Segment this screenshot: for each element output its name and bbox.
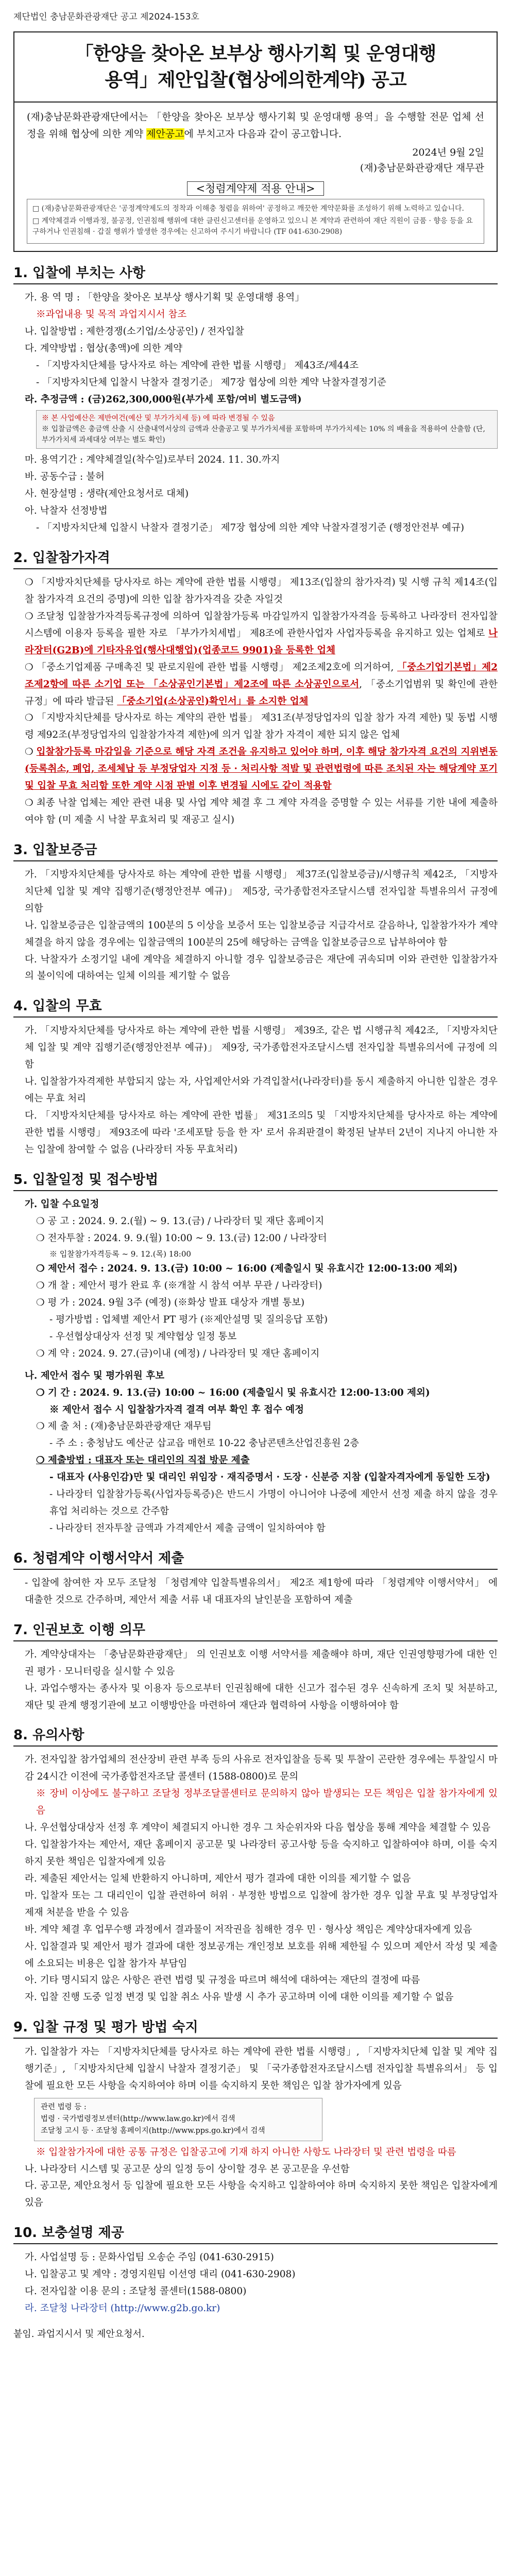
section-10-title: 10. 보충설명 제공 [13, 2222, 498, 2244]
schedule-note: ※ 입찰참가자격등록 ~ 9. 12.(목) 18:00 [49, 1249, 191, 1259]
list-item: - 「지방자치단체 입찰시 낙찰자 결정기준」 제7장 협상에 의한 계약 낙찰자결정기준 (행정안전부 예규) [36, 522, 465, 534]
list-item: 가. 「지방자치단체를 당사자로 하는 계약에 관한 법률 시행령」 제37조(입찰보증금)/시행규칙 제42조, 「지방자치단체 입찰 및 계약 집행기준(행정안전부 예규)」 제5장, 국가종합전자조달시스템 전자입찰 특별유의서 규정에 의함 [25, 869, 498, 914]
submission-item: - 주 소 : 충청남도 예산군 삽교읍 매헌로 10-22 충남콘텐츠산업진흥원 2층 [49, 1438, 360, 1449]
integrity-p2: □ 계약체결과 이행과정, 불공정, 인권침해 행위에 대한 클린신고센터를 운영하고 있으니 본 계약과 관련하여 재단 직원이 금품 · 향응 등을 요구하거나 인권침해 · 갑질 행위가 발생한 경우에는 신고하여 주시기 바랍니다 (TF 041-630-2908) [32, 216, 473, 236]
list-item: 가. 용 역 명 : 「한양을 찾아온 보부상 행사기획 및 운영대행 용역」 [25, 292, 304, 303]
list-item: 라. 제출된 제안서는 일체 반환하지 아니하며, 제안서 평가 결과에 대한 이의를 제기할 수 없음 [25, 1873, 411, 1884]
schedule-item: ❍ 계 약 : 2024. 9. 27.(금)이내 (예정) / 나라장터 및 재단 홈페이지 [36, 1348, 320, 1359]
schedule-item: - 우선협상대상자 선정 및 계약협상 일정 통보 [49, 1331, 237, 1342]
intro-paragraph [27, 109, 484, 142]
list-item: ❍ 「지방자치단체를 당사자로 하는 계약의 관한 법률」 제31조(부정당업자의 입찰 참가 자격 제한) 및 동법 시행령 제92조(부정당업자의 입찰참가자격 제한)에 의거 입찰 참가 자격이 제한 되지 않은 업체 [25, 713, 498, 741]
list-item: 마. 입찰자 또는 그 대리인이 입찰 관련하여 허위 · 부정한 방법으로 입찰에 참가한 경우 입찰 무효 및 부정당업자 제재 처분을 받을 수 있음 [25, 1890, 498, 1918]
budget-note: ※ 본 사업예산은 제반여건(예산 및 부가가치세 등) 에 따라 변경될 수 있음 ※ 입찰금액은 총금액 산출 시 산출내역서상의 금액과 산출공고 및 부가가치세를 포함하며 부가가치세는 10% 의 배율을 적용하여 산출함 (단, 부가가치세 과세대상 여부는 별도 확인) [36, 410, 498, 449]
list-item: 사. 현장설명 : 생략(제안요청서로 대체) [25, 488, 189, 500]
list-item: ※ 장비 이상에도 불구하고 조달청 정부조달콜센터로 문의하지 않아 발생되는 모든 책임은 입찰 참가자에게 있음 [36, 1788, 498, 1817]
notice-org: (재)충남문화관광재단 재무관 [360, 162, 484, 174]
section-8-title: 8. 유의사항 [13, 1724, 498, 1747]
section-7 [13, 1619, 498, 1715]
notice-body-frame [13, 103, 498, 252]
schedule-item: ❍ 평 가 : 2024. 9월 3주 (예정) (※화상 발표 대상자 개별 통보) [36, 1297, 305, 1309]
section-5-title: 5. 입찰일정 및 접수방법 [13, 1169, 498, 1191]
list-item: 다. 계약방법 : 협상(총액)에 의한 계약 [25, 343, 183, 354]
list-item: 아. 낙찰자 선정방법 [25, 505, 108, 517]
list-item: 나. 우선협상대상자 선정 후 계약이 체결되지 아니한 경우 그 차순위자와 다음 협상을 통해 계약을 체결할 수 있음 [25, 1822, 491, 1834]
list-item: - 입찰에 참여한 자 모두 조달청 「청렴계약 입찰특별유의서」 제2조 제1항에 따라 「청렴계약 이행서약서」 에 대출한 것으로 간주하며, 제안서 제출 서류 내 대표자의 날인분을 포함하여 제출 [25, 1577, 498, 1605]
section-9 [13, 2016, 498, 2212]
pps-link[interactable]: 조달청 고시 등 · 조달청 홈페이지(http://www.pps.go.kr)에서 검색 [41, 2127, 265, 2136]
list-item: 다. 「지방자치단체를 당사자로 하는 계약에 관한 법률」 제31조의5 및 「지방자치단체를 당사자로 하는 계약에 관한 법률 시행령」 제93조에 따라 '조세포탈 등을 한 자' 로서 유죄판결이 확정된 날부터 2년이 지나지 아니한 자는 입찰에 참여할 수 없음 (나라장터 자동 무효처리) [25, 1110, 498, 1155]
list-item: 나. 입찰참가자격제한 부합되지 않는 자, 사업제안서와 가격입찰서(나라장터)를 동시 제출하지 아니한 입찰은 경우에는 무효 처리 [25, 1076, 498, 1105]
list-item: 나. 입찰방법 : 제한경쟁(소기업/소상공인) / 전자입찰 [25, 326, 244, 337]
section-4 [13, 995, 498, 1158]
schedule-item: ❍ 제안서 접수 : 2024. 9. 13.(금) 10:00 ~ 16:00 (제출일시 및 유효시간 12:00-13:00 제외) [36, 1263, 458, 1275]
submission-item: ❍ 제 출 처 : (재)충남문화관광재단 재무팀 [36, 1421, 212, 1432]
notice-title [13, 31, 498, 103]
submission-item: - 나라장터 입찰참가등록(사업자등록증)은 반드시 가명이 아니어야 나중에 제안서 선정 제출 하지 않을 경우 휴업 처리하는 것으로 간주함 [49, 1489, 498, 1517]
list-item: 바. 공동수급 : 불허 [25, 471, 105, 483]
title-line-2: 용역」제안입찰(협상에의한계약) 공고 [105, 69, 406, 91]
integrity-p1: □ (재)충남문화관광재단은 '공정계약제도의 정착과 이해충 청렴을 위하여' 공정하고 깨끗한 계약문화를 조성하기 위해 노력하고 있습니다. [32, 204, 464, 213]
list-item: ❍ 「지방자치단체를 당사자로 하는 계약에 관한 법률 시행령」 제13조(입찰의 참가자격) 및 시행 규칙 제14조(입찰 참가자격 요건의 증명)에 의한 입찰 참가자격을 갖춘 자일것 [25, 577, 498, 605]
list-item: 나. 입찰보증금은 입찰금액의 100분의 5 이상을 보증서 또는 입찰보증금 지급각서로 갈음하나, 입찰참가자가 계약체결을 하지 않을 경우에는 입찰금액의 100분의 25에 해당하는 금액을 입찰보증금으로 납부하여야 함 [25, 920, 498, 948]
integrity-phone: (TF 041-630-2908) [274, 228, 343, 236]
intro-text-a: (재)충남문화관광재단에서는 「한양을 찾아온 보부상 행사기획 및 운영대행 용역」을 수행할 전문 업체 선정을 위해 협상에 의한 계약 [27, 111, 484, 140]
schedule-item: ❍ 공 고 : 2024. 9. 2.(월) ~ 9. 13.(금) / 나라장터 및 재단 홈페이지 [36, 1215, 325, 1227]
list-item: 가. 계약상대자는 「충남문화관광재단」 의 인권보호 이행 서약서를 제출해야 하며, 재단 인권영향평가에 대한 인권 평가 · 모니터링을 실시할 수 있음 [25, 1649, 498, 1677]
submission-item: ❍ 기 간 : 2024. 9. 13.(금) 10:00 ~ 16:00 (제출일시 및 유효시간 12:00-13:00 제외) [36, 1387, 430, 1398]
list-item: 바. 계약 체결 후 업무수행 과정에서 결과물이 저작권을 침해한 경우 민 · 형사상 책임은 계약상대자에게 있음 [25, 1924, 472, 1935]
contact-item: 다. 전자입찰 이용 문의 : 조달청 콜센터(1588-0800) [25, 2286, 247, 2297]
list-item: ※과업내용 및 목적 과업지시서 참조 [36, 309, 187, 320]
title-line-1: 「한양을 찾아온 보부상 행사기획 및 운영대행 [75, 43, 436, 64]
section-4-title: 4. 입찰의 무효 [13, 995, 498, 1018]
submission-item: ❍ 제출방법 : 대표자 또는 대리인의 직접 방문 제출 [36, 1455, 250, 1466]
integrity-title: <청렴계약제 적용 안내> [27, 180, 484, 196]
list-item: - 「지방자치단체 입찰시 낙찰자 결정기준」 제7장 협상에 의한 계약 낙찰자결정기준 [36, 377, 386, 388]
schedule-item: ❍ 전자투찰 : 2024. 9. 9.(월) 10:00 ~ 9. 13.(금) 12:00 / 나라장터 [36, 1232, 327, 1244]
g2b-link[interactable]: 라. 조달청 나라장터 (http://www.g2b.go.kr) [25, 2303, 220, 2314]
list-item: 마. 용역기간 : 계약체결일(착수일)로부터 2024. 11. 30.까지 [25, 454, 280, 466]
list-item: 가. 입찰참가 자는 「지방자치단체를 당사자로 하는 계약에 관한 법률 시행령」, 「지방자치단체 입찰 및 계약 집행기준」, 「지방자치단체 입찰시 낙찰자 결정기준」 및 「국가종합전자조달시스템 전자입찰 특별유의서」 등 입찰에 필요한 모든 사항을 숙지하여야 하며 이를 숙지하지 못한 책임은 입찰 참가자에게 있음 [25, 2046, 498, 2092]
section-1 [13, 262, 498, 537]
law-link[interactable]: 법령 · 국가법령정보센터(http://www.law.go.kr)에서 검색 [41, 2115, 235, 2124]
submission-item: - 대표자 (사용인감)만 및 대리인 위임장 · 재직증명서 · 도장 · 신분증 지참 (입찰자격자에게 동일한 도장) [49, 1472, 490, 1483]
list-item: 나. 과업수행자는 종사자 및 이용자 등으로부터 인권침해에 대한 신고가 접수된 경우 신속하게 조치 및 처분하고, 재단 및 관계 행정기관에 보고 이행방안을 마련하여 재단과 협력하여 사항을 이행하여야 함 [25, 1683, 498, 1711]
schedule-item: - 평가방법 : 업체별 제안서 PT 평가 (※제안설명 및 질의응답 포함) [49, 1314, 328, 1325]
list-item: ❍ 조달청 입찰참가자격등록규정에 의하여 입찰참가등록 마감일까지 입찰참가자격을 등록하고 나라장터 전자입찰시스템에 이용자 등록을 필한 자로 「부가가치세법」 제8조에 관한사업자 사업자등록을 유지하고 있는 업체로 나라장터(G2B)에 기타자유업(행사대행업)(업종코드 9901)을 등록한 업체 [25, 611, 498, 656]
list-item: 나. 나라장터 시스템 및 공고문 상의 일정 등이 상이할 경우 본 공고문을 우선함 [25, 2163, 350, 2175]
list-item: 다. 낙찰자가 소정기일 내에 계약을 체결하지 아니할 경우 입찰보증금은 재단에 귀속되며 이와 관련한 입찰참가자의 불이익에 대하여는 일체 이의를 제기할 수 없음 [25, 954, 498, 982]
notice-date: 2024년 9월 2일 [412, 146, 484, 158]
contact-item: 나. 입찰공고 및 계약 : 경영지원팀 이선영 대리 (041-630-2908) [25, 2269, 296, 2280]
section-1-title: 1. 입찰에 부치는 사항 [13, 262, 498, 284]
list-item: ※ 입찰참가자에 대한 공통 규정은 입찰공고에 기재 하지 아니한 사항도 나라장터 및 관련 법령을 따름 [36, 2146, 456, 2158]
submission-note: ※ 제안서 접수 시 입찰참가자격 결격 여부 확인 후 접수 예정 [49, 1404, 304, 1415]
list-item: 가. 「지방자치단체를 당사자로 하는 계약에 관한 법률 시행령」 제39조, 같은 법 시행규칙 제42조, 「지방자치단체 입찰 및 계약 집행기준(행정안전부 예규)」 제9장, 국가종합전자조달시스템 전자입찰 특별유의서에 규정에 의함 [25, 1025, 498, 1071]
estimated-amount: 라. 추정금액 : (금)262,300,000원(부가세 포함/여비 별도금액) [25, 394, 302, 405]
section-9-title: 9. 입찰 규정 및 평가 방법 숙지 [13, 2016, 498, 2039]
section-3-title: 3. 입찰보증금 [13, 839, 498, 861]
section-7-title: 7. 인권보호 이행 의무 [13, 1619, 498, 1641]
section-3 [13, 839, 498, 985]
list-item: 사. 입찰결과 및 제안서 평가 결과에 대한 정보공개는 개인정보 보호를 위해 제한될 수 있으며 제안서 작성 및 제출에 소요되는 비용은 입찰 참가자 부담임 [25, 1941, 498, 1969]
submission-item: - 나라장터 전자투찰 금액과 가격제안서 제출 금액이 일치하여야 함 [49, 1523, 326, 1534]
section-2 [13, 547, 498, 829]
section-6-title: 6. 청렴계약 이행서약서 제출 [13, 1548, 498, 1570]
intro-highlight: 제안공고 [146, 128, 184, 140]
list-item: ❍ 입찰참가등록 마감일을 기준으로 해당 자격 조건을 유지하고 있어야 하며, 이후 해당 참가자격 요건의 지위변동(등록취소, 폐업, 조세체납 등 부정당업자 지정 등 · 처리사항 적발 및 관련법령에 따른 조치된 자는 해당계약 포기 및 입찰 무효 처리함 또한 계약 시점 판별 이후 변경될 시에도 같이 적용함 [25, 747, 498, 792]
list-item: 가. 전자입찰 참가업체의 전산장비 관련 부족 등의 사유로 전자입찰을 등록 및 투찰이 곤란한 경우에는 투찰일시 마감 24시간 이전에 국가종합전자조달 콜센터 (1588-0800)로 문의 [25, 1754, 498, 1783]
section-6 [13, 1548, 498, 1609]
list-item: - 「지방자치단체를 당사자로 하는 계약에 관한 법률 시행령」 제43조/제44조 [36, 360, 359, 371]
intro-text-b: 에 부치고자 다음과 같이 공고합니다. [184, 128, 342, 140]
list-item: ❍ 「중소기업제품 구매촉진 및 판로지원에 관한 법률 시행령」 제2조제2호에 의거하여, 「중소기업기본법」제2조제2항에 따른 소기업 또는 「소상공인기본법」제2조에 따른 소상공인으로서, 「중소기업범위 및 확인에 관한 규정」에 따라 발급된 「중소기업(소상공인)확인서」를 소지한 업체 [25, 662, 498, 707]
list-item: ❍ 최종 낙찰 업체는 제안 관련 내용 및 사업 계약 체결 후 그 계약 자격을 증명할 수 있는 서류를 기한 내에 제출하여야 함 (미 제출 시 낙찰 무효처리 및 재공고 실시) [25, 798, 498, 825]
subsection-title: 나. 제안서 접수 및 평가위원 후보 [25, 1370, 164, 1381]
list-item: 다. 입찰참가자는 제안서, 재단 홈페이지 공고문 및 나라장터 공고사항 등을 숙지하고 입찰하여야 하며, 이를 숙지하지 못한 책임은 입찰자에게 있음 [25, 1839, 498, 1867]
schedule-item: ❍ 개 찰 : 제안서 평가 완료 후 (※개찰 시 참석 여부 무관 / 나라장터) [36, 1280, 322, 1292]
law-reference-box: 관련 법령 등 : 법령 · 국가법령정보센터(http://www.law.go.kr)에서 검색 조달청 고시 등 · 조달청 홈페이지(http://www.pps.go.kr)에서 검색 [34, 2098, 322, 2141]
list-item: 자. 입찰 진행 도중 일정 변경 및 입찰 취소 사유 발생 시 추가 공고하며 이에 대한 이의를 제기할 수 없음 [25, 1992, 454, 2003]
contact-item: 가. 사업설명 등 : 문화사업팀 오송순 주임 (041-630-2915) [25, 2252, 274, 2263]
subsection-title: 가. 입찰 수요일정 [25, 1198, 99, 1210]
attachments-note: 붙임. 과업지시서 및 제안요청서. [13, 2329, 145, 2340]
section-2-title: 2. 입찰참가자격 [13, 547, 498, 569]
section-10 [13, 2222, 498, 2317]
integrity-box [27, 199, 484, 244]
section-8 [13, 1724, 498, 2006]
section-5 [13, 1169, 498, 1537]
list-item: 다. 공고문, 제안요청서 등 입찰에 필요한 모든 사항을 숙지하고 입찰하여야 하며 숙지하지 못한 책임은 입찰자에게 있음 [25, 2180, 498, 2209]
notice-number: 제단법인 충남문화관광재단 공고 제2024-153호 [13, 12, 199, 22]
list-item: 아. 기타 명시되지 않은 사항은 관련 법령 및 규정을 따르며 해석에 대하여는 재단의 결정에 따름 [25, 1975, 420, 1986]
